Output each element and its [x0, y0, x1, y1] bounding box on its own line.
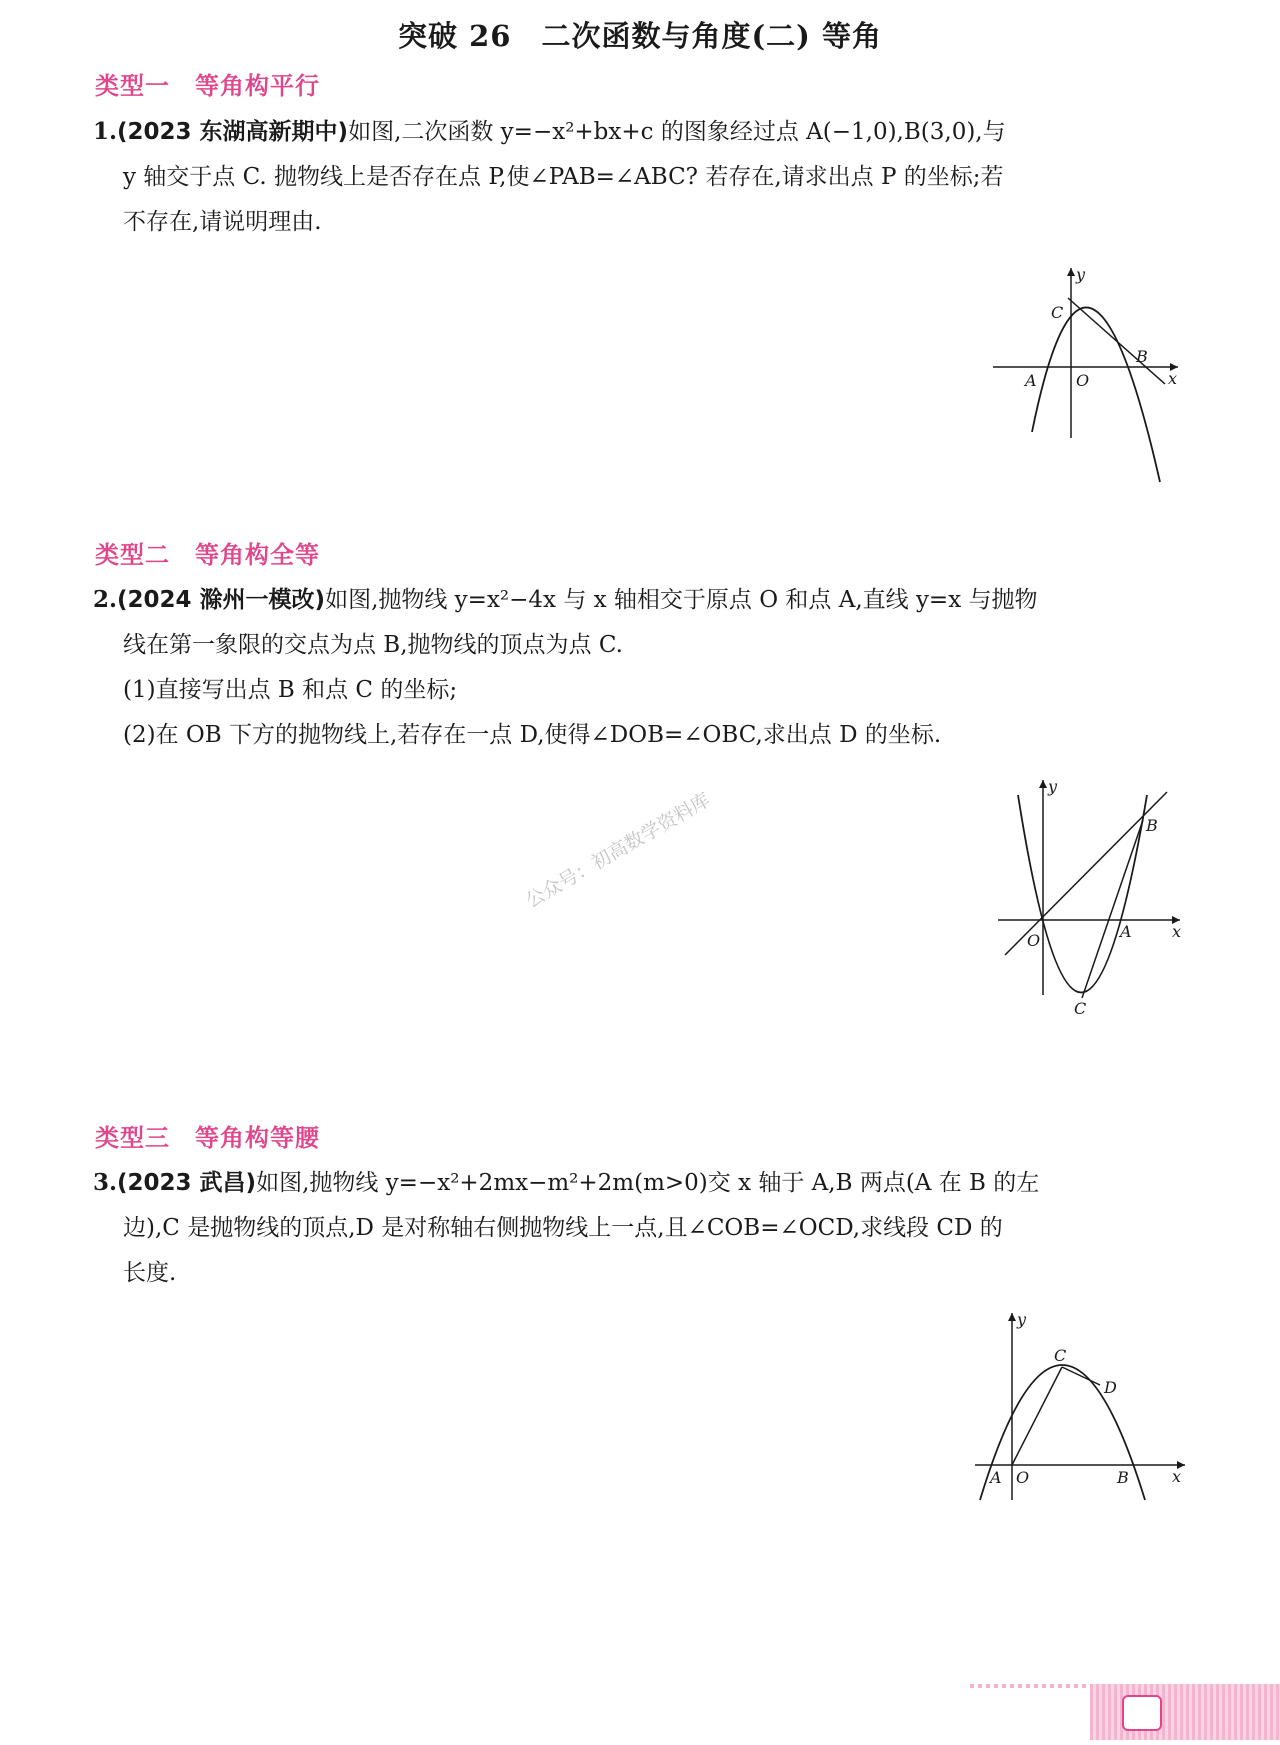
- label-a: A: [990, 1468, 1002, 1487]
- label-o: O: [1027, 931, 1041, 950]
- section-heading-3: 类型三 等角构等腰: [95, 1124, 320, 1152]
- problem-line: 不存在,请说明理由.: [123, 209, 322, 235]
- problem-line: (2)在 OB 下方的抛物线上,若存在一点 D,使得∠DOB=∠OBC,求出点 D 的坐标.: [123, 722, 942, 748]
- label-y: y: [1048, 777, 1058, 796]
- footer-decoration: [970, 1684, 1090, 1688]
- problem-1: [93, 109, 1188, 245]
- problem-number: 2.: [93, 586, 118, 613]
- problem-line: 如图,二次函数 y=−x²+bx+c 的图象经过点 A(−1,0),B(3,0),与: [348, 119, 1006, 145]
- figure-2: [995, 775, 1190, 1020]
- problem-2: [93, 577, 1188, 758]
- label-x: x: [1172, 1467, 1182, 1486]
- segment-cd: [1062, 1367, 1100, 1385]
- label-y: y: [1076, 265, 1086, 284]
- problem-line: 线在第一象限的交点为点 B,抛物线的顶点为点 C.: [123, 632, 623, 658]
- problem-number: 3.: [93, 1169, 118, 1196]
- y-axis-arrow-icon: [1008, 1313, 1016, 1321]
- segment-oc: [1012, 1367, 1062, 1465]
- problem-source: (2024 滁州一模改): [117, 587, 326, 613]
- figure-3: [970, 1310, 1190, 1505]
- watermark: 公众号：初高数学资料库: [522, 788, 715, 913]
- label-y: y: [1017, 1310, 1027, 1329]
- problem-line: y 轴交于点 C. 抛物线上是否存在点 P,使∠PAB=∠ABC? 若存在,请求出点 P 的坐标;若: [123, 164, 1004, 190]
- parabola: [1018, 795, 1147, 993]
- label-x: x: [1168, 369, 1178, 388]
- label-a: A: [1120, 922, 1132, 941]
- page-title: 突破 26 二次函数与角度(二) 等角: [398, 19, 882, 53]
- section-heading-1: 类型一 等角构平行: [95, 72, 320, 100]
- problem-number: 1.: [93, 118, 118, 145]
- figure-1: [990, 265, 1190, 490]
- y-axis-arrow-icon: [1067, 268, 1075, 276]
- problem-3: [93, 1160, 1188, 1296]
- problem-source: (2023 东湖高新期中): [117, 119, 349, 145]
- label-c: C: [1054, 1346, 1067, 1365]
- label-o: O: [1076, 371, 1090, 390]
- label-o: O: [1016, 1468, 1030, 1487]
- problem-source: (2023 武昌): [117, 1170, 257, 1196]
- problem-line: 如图,抛物线 y=x²−4x 与 x 轴相交于原点 O 和点 A,直线 y=x 与抛物: [325, 587, 1038, 613]
- label-a: A: [1025, 371, 1037, 390]
- label-b: B: [1117, 1468, 1129, 1487]
- section-heading-2: 类型二 等角构全等: [95, 541, 320, 569]
- page-number-tab: [1122, 1695, 1162, 1731]
- problem-line: (1)直接写出点 B 和点 C 的坐标;: [123, 677, 458, 703]
- problem-line: 长度.: [123, 1260, 177, 1286]
- problem-line: 如图,抛物线 y=−x²+2mx−m²+2m(m>0)交 x 轴于 A,B 两点(A 在 B 的左: [256, 1170, 1040, 1196]
- label-b: B: [1136, 347, 1148, 366]
- label-c: C: [1051, 303, 1064, 322]
- label-x: x: [1172, 922, 1182, 941]
- label-b: B: [1146, 816, 1158, 835]
- footer-bar: [1090, 1684, 1280, 1740]
- label-c: C: [1074, 999, 1087, 1018]
- problem-line: 边),C 是抛物线的顶点,D 是对称轴右侧抛物线上一点,且∠COB=∠OCD,求线段 CD 的: [123, 1215, 1003, 1241]
- label-d: D: [1104, 1378, 1117, 1397]
- y-axis-arrow-icon: [1039, 780, 1047, 788]
- parabola: [1032, 307, 1160, 482]
